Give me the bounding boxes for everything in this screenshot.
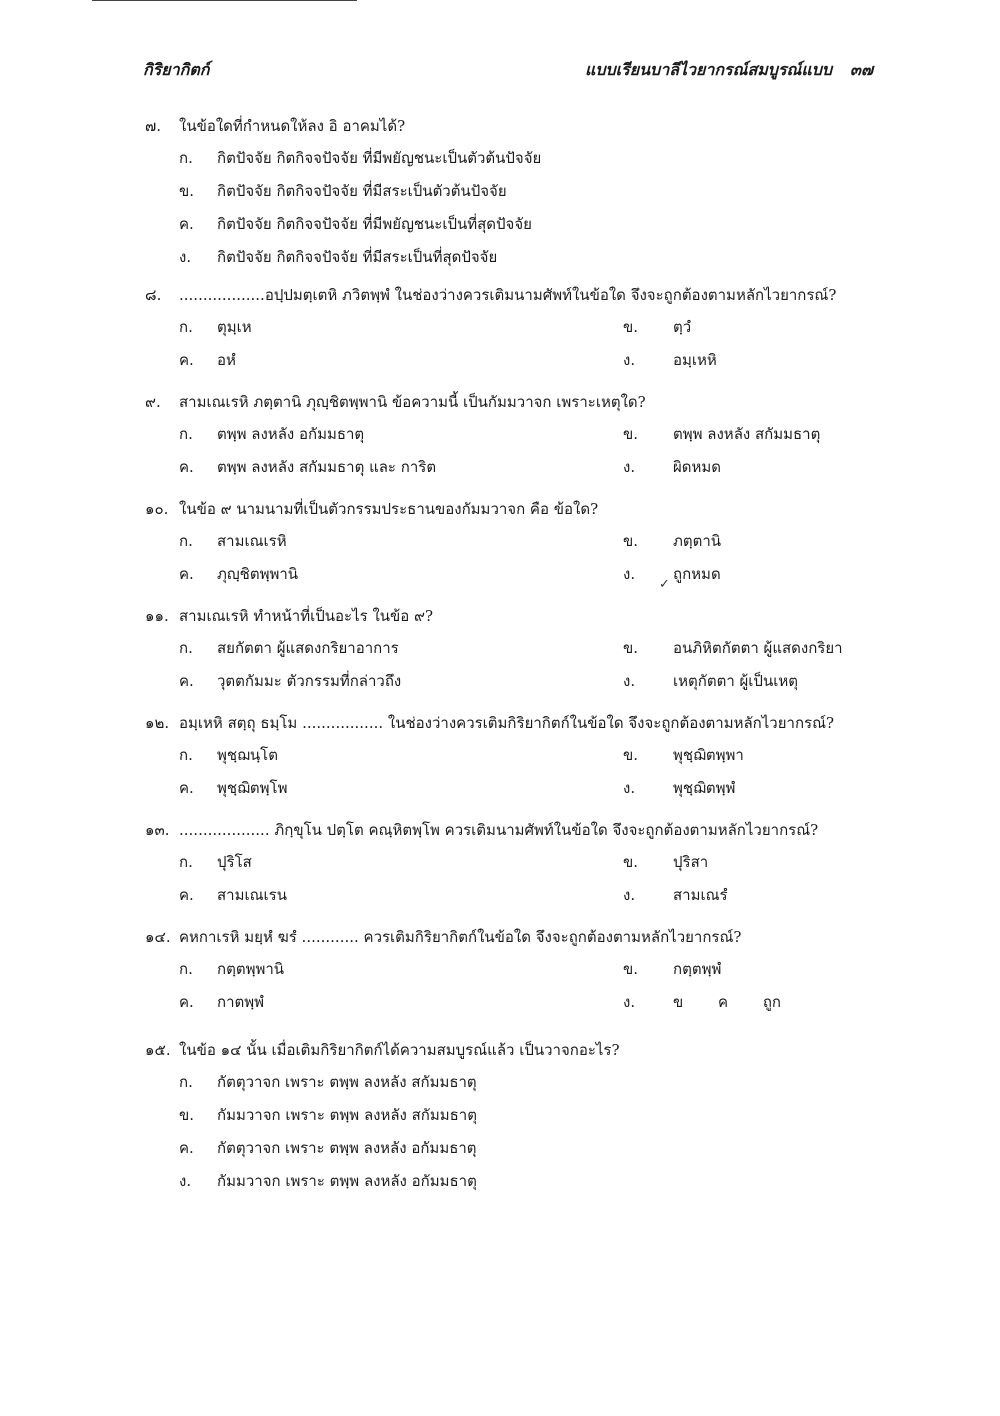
question-11 bbox=[145, 600, 875, 698]
option-row bbox=[145, 344, 875, 377]
option-label: ค. bbox=[179, 779, 194, 797]
question-8 bbox=[145, 279, 875, 377]
option-label: ก. bbox=[179, 149, 193, 167]
option-label: ง. bbox=[623, 886, 636, 904]
option-label: ง. bbox=[623, 779, 636, 797]
option-text: พุชฺฌนฺโต bbox=[217, 746, 278, 764]
option-label: ค. bbox=[179, 1139, 194, 1157]
option-text: กาตพฺพํ bbox=[217, 993, 265, 1011]
option-text: กิตปัจจัย กิตกิจจปัจจัย ที่มีพยัญชนะเป็นตัวต้นปัจจัย bbox=[217, 149, 542, 167]
option-label: ค. bbox=[179, 458, 194, 476]
option-text: ตพฺพ ลงหลัง สกัมมธาตุ bbox=[673, 425, 821, 443]
option-label: ข. bbox=[623, 532, 639, 550]
option-label: ก. bbox=[179, 318, 193, 336]
option-text: อนภิหิตกัตตา ผู้แสดงกริยา bbox=[673, 639, 843, 657]
option-text: พุชฺฌิตพฺโพ bbox=[217, 779, 288, 797]
option-label: ค. bbox=[179, 993, 194, 1011]
option-label: ข. bbox=[623, 853, 639, 871]
option-label: ข. bbox=[623, 425, 639, 443]
option-text: ตพฺพ ลงหลัง สกัมมธาตุ และ การิต bbox=[217, 458, 437, 476]
question-12 bbox=[145, 707, 875, 805]
option-row bbox=[145, 558, 875, 591]
question-number: ๑๒. bbox=[145, 714, 170, 732]
option-row bbox=[145, 311, 875, 344]
option-text: ถูกหมด bbox=[673, 565, 721, 583]
option-label: ง. bbox=[179, 248, 192, 266]
option bbox=[145, 208, 875, 241]
option-text: ปุริสา bbox=[673, 853, 709, 871]
question-text: ในข้อใดที่กำหนดให้ลง อิ อาคมได้? bbox=[179, 117, 406, 135]
question-number: ๗. bbox=[145, 117, 162, 135]
option-row bbox=[145, 739, 875, 772]
question-text: ในข้อ ๑๔ นั้น เมื่อเติมกิริยากิตก์ได้ความสมบูรณ์แล้ว เป็นวาจกอะไร? bbox=[179, 1041, 620, 1059]
question-text: สามเณเรหิ ภตฺตานิ ภุญฺชิตพฺพานิ ข้อความนี้ เป็นกัมมวาจก เพราะเหตุใด? bbox=[179, 393, 646, 411]
question-number: ๑๕. bbox=[145, 1041, 171, 1059]
option-label: ก. bbox=[179, 853, 193, 871]
question-15 bbox=[145, 1034, 875, 1198]
book-title: แบบเรียนบาลีไวยากรณ์สมบูรณ์แบบ bbox=[585, 60, 833, 79]
option-text: วุตตกัมมะ ตัวกรรมที่กล่าวถึง bbox=[217, 672, 402, 690]
option-text: ผิดหมด bbox=[673, 458, 722, 476]
option-label: ข. bbox=[623, 960, 639, 978]
question-text: ................... ภิกฺขุโน ปตฺโต คณฺหิตพฺโพ ควรเติมนามศัพท์ในข้อใด จึงจะถูกต้องตามหลักไวยากรณ์? bbox=[179, 821, 819, 839]
question-text: สามเณเรหิ ทำหน้าที่เป็นอะไร ในข้อ ๙? bbox=[179, 607, 434, 625]
option-text: อมฺเหหิ bbox=[673, 351, 717, 369]
option-text: กัตตุวาจก เพราะ ตพฺพ ลงหลัง สกัมมธาตุ bbox=[217, 1073, 477, 1091]
option-text: สามเณรํ bbox=[673, 886, 728, 904]
option-label: ข. bbox=[179, 182, 195, 200]
option-label: ข. bbox=[179, 1106, 195, 1124]
option-text: กตฺตพฺพํ bbox=[673, 960, 722, 978]
option-row bbox=[145, 525, 875, 558]
option-text: กิตปัจจัย กิตกิจจปัจจัย ที่มีสระเป็นตัวต้นปัจจัย bbox=[217, 182, 507, 200]
option-text: เหตุกัตตา ผู้เป็นเหตุ bbox=[673, 672, 798, 690]
top-rule bbox=[92, 0, 357, 1]
option-text: กัมมวาจก เพราะ ตพฺพ ลงหลัง สกัมมธาตุ bbox=[217, 1106, 477, 1124]
option-row bbox=[145, 879, 875, 912]
option-label: ก. bbox=[179, 532, 193, 550]
option-label: ง. bbox=[623, 351, 636, 369]
option-text: กัตตุวาจก เพราะ ตพฺพ ลงหลัง อกัมมธาตุ bbox=[217, 1139, 477, 1157]
question-number: ๑๔. bbox=[145, 928, 171, 946]
page-number: ๓๗ bbox=[850, 60, 873, 79]
question-text: อมฺเหหิ สตฺถุ ธมฺโม ................. ในช่องว่างควรเติมกิริยากิตก์ในข้อใด จึงจะถูกต้องตามหลักไวยากรณ์? bbox=[179, 714, 835, 732]
option-label: ง. bbox=[623, 565, 636, 583]
question-number: ๘. bbox=[145, 286, 162, 304]
option-label: ค. bbox=[179, 886, 194, 904]
option-label: ก. bbox=[179, 746, 193, 764]
page-header bbox=[143, 58, 873, 88]
option-row bbox=[145, 451, 875, 484]
option-text: ตพฺพ ลงหลัง อกัมมธาตุ bbox=[217, 425, 365, 443]
option-text: กิตปัจจัย กิตกิจจปัจจัย ที่มีสระเป็นที่สุดปัจจัย bbox=[217, 248, 498, 266]
question-9 bbox=[145, 386, 875, 484]
option-text: กิตปัจจัย กิตกิจจปัจจัย ที่มีพยัญชนะเป็นที่สุดปัจจัย bbox=[217, 215, 532, 233]
question-13 bbox=[145, 814, 875, 912]
option-label: ก. bbox=[179, 1073, 193, 1091]
option-text: สามเณเรน bbox=[217, 886, 287, 904]
option-text: ภุญฺชิตพฺพานิ bbox=[217, 565, 299, 583]
option-row bbox=[145, 665, 875, 698]
option bbox=[145, 1165, 875, 1198]
option-label: ก. bbox=[179, 639, 193, 657]
option-row bbox=[145, 418, 875, 451]
option-row bbox=[145, 772, 875, 805]
option-text: ภตฺตานิ bbox=[673, 532, 722, 550]
option bbox=[145, 1132, 875, 1165]
question-text: ..................อปฺปมตฺเตหิ ภวิตพฺพํ ในช่องว่างควรเติมนามศัพท์ในข้อใด จึงจะถูกต้องตามหลักไวยากรณ์? bbox=[179, 286, 837, 304]
option bbox=[145, 241, 875, 274]
option-label: ง. bbox=[179, 1172, 192, 1190]
option-text: อหํ bbox=[217, 351, 236, 369]
option-label: ข. bbox=[623, 318, 639, 336]
option-label: ค. bbox=[179, 672, 194, 690]
option-label: ค. bbox=[179, 215, 194, 233]
option-row bbox=[145, 632, 875, 665]
option-text: พุชฺฌิตพฺพํ bbox=[673, 779, 736, 797]
question-14 bbox=[145, 921, 875, 1019]
chapter-title: กิริยากิตก์ bbox=[143, 60, 210, 79]
question-text: ในข้อ ๙ นามนามที่เป็นตัวกรรมประธานของกัมมวาจก คือ ข้อใด? bbox=[179, 500, 599, 518]
option bbox=[145, 142, 875, 175]
question-number: ๑๓. bbox=[145, 821, 170, 839]
option-row bbox=[145, 953, 875, 986]
option-label: ข. bbox=[623, 746, 639, 764]
option-label: ค. bbox=[179, 351, 194, 369]
option-text: ตุมฺเห bbox=[217, 318, 252, 336]
option-label: ก. bbox=[179, 425, 193, 443]
option-row bbox=[145, 986, 875, 1019]
question-text: คหกาเรหิ มยฺหํ ฆรํ ............ ควรเติมกิริยากิตก์ในข้อใด จึงจะถูกต้องตามหลักไวยากรณ์? bbox=[179, 928, 742, 946]
option-label: ง. bbox=[623, 993, 636, 1011]
option-text: สยกัตตา ผู้แสดงกริยาอาการ bbox=[217, 639, 399, 657]
option-label: ง. bbox=[623, 672, 636, 690]
option-text: กตฺตพฺพานิ bbox=[217, 960, 285, 978]
question-7 bbox=[145, 110, 875, 274]
option bbox=[145, 175, 875, 208]
option-label: ง. bbox=[623, 458, 636, 476]
question-10 bbox=[145, 493, 875, 591]
option bbox=[145, 1066, 875, 1099]
option-row bbox=[145, 846, 875, 879]
option-text: ข ค ถูก bbox=[673, 993, 781, 1011]
option-text: กัมมวาจก เพราะ ตพฺพ ลงหลัง อกัมมธาตุ bbox=[217, 1172, 477, 1190]
pencil-check-mark: ✓ bbox=[659, 577, 670, 592]
option bbox=[145, 1099, 875, 1132]
question-number: ๙. bbox=[145, 393, 161, 411]
option-text: สามเณเรหิ bbox=[217, 532, 287, 550]
option-label: ข. bbox=[623, 639, 639, 657]
question-number: ๑๐. bbox=[145, 500, 169, 518]
option-label: ค. bbox=[179, 565, 194, 583]
question-number: ๑๑. bbox=[145, 607, 169, 625]
option-text: ปุริโส bbox=[217, 853, 252, 871]
option-text: พุชฺฌิตพฺพา bbox=[673, 746, 744, 764]
option-text: ตฺวํ bbox=[673, 318, 692, 336]
option-label: ก. bbox=[179, 960, 193, 978]
